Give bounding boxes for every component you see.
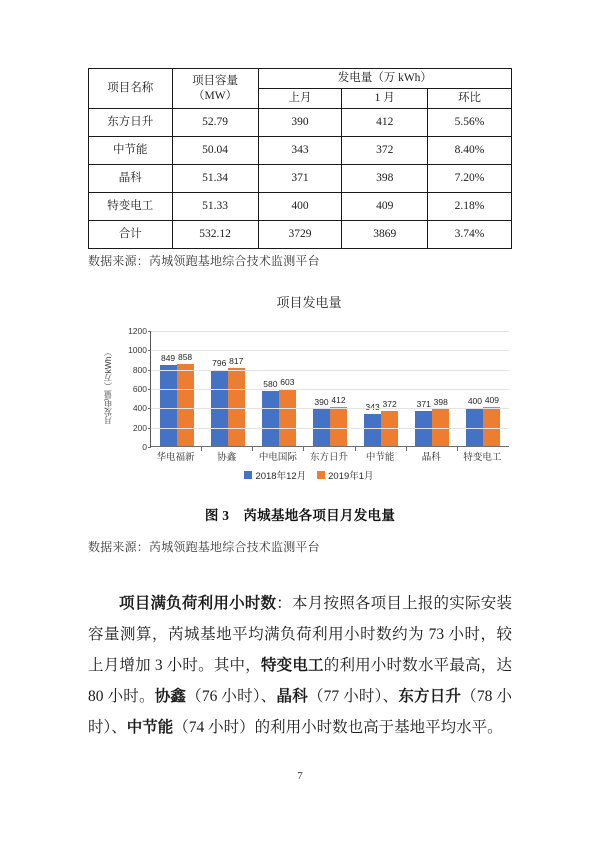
chart-bar-value-label: 409 — [484, 395, 499, 406]
chart-bar-value-label: 858 — [177, 352, 193, 363]
header-month-over-month: 环比 — [428, 89, 512, 109]
chart-y-tick-mark — [148, 389, 151, 390]
legend-label-series-1: 2018年12月 — [255, 471, 307, 482]
cell-previous-month: 371 — [258, 165, 342, 193]
table-source-note: 数据来源：芮城领跑基地综合技术监测平台 — [88, 254, 320, 268]
header-capacity-line2: （MW） — [193, 89, 238, 102]
chart-gridline — [151, 389, 509, 390]
chart-gridline — [151, 428, 509, 429]
body-text-6: （74 小时）的利用小时数也高于基地平均水平。 — [173, 718, 503, 736]
chart-bar-value-label: 796 — [212, 358, 227, 369]
legend-item-series-1 — [244, 468, 306, 482]
chart-x-tick-label: 华电福新 — [156, 452, 195, 463]
chart-y-tick-mark — [148, 428, 151, 429]
generation-table — [88, 68, 512, 249]
chart-bar — [262, 378, 279, 447]
chart-x-axis-line — [151, 446, 509, 447]
cell-total-month-over-month: 3.74% — [428, 221, 512, 249]
chart-bar-value-label: 580 — [263, 378, 278, 389]
chart-bar-value-label: 849 — [160, 352, 176, 363]
chart-y-tick-label: 400 — [132, 403, 147, 414]
cell-total-label: 合计 — [89, 221, 173, 249]
figure-caption-label: 图 3 — [204, 508, 230, 523]
cell-total-current-month: 3869 — [342, 221, 428, 249]
chart-bar — [177, 352, 194, 447]
chart-x-tick-label: 中电国际 — [258, 452, 297, 463]
body-bold-2: 特变电工 — [260, 656, 324, 674]
chart-bar-value-label: 400 — [467, 396, 482, 407]
cell-previous-month: 390 — [258, 109, 342, 137]
cell-capacity: 52.79 — [172, 109, 258, 137]
cell-capacity: 51.33 — [172, 193, 258, 221]
cell-current-month: 409 — [342, 193, 428, 221]
chart-bar-value-label: 412 — [331, 395, 346, 406]
cell-month-over-month: 8.40% — [428, 137, 512, 165]
chart-y-tick-mark — [148, 331, 151, 332]
body-text-3: （76 小时）、 — [186, 687, 277, 705]
body-bold-6: 中节能 — [126, 718, 174, 736]
header-previous-month: 上月 — [258, 89, 342, 109]
chart-gridline — [151, 408, 509, 409]
legend-swatch-icon — [244, 471, 252, 479]
body-text-5: （78 小时）、 — [88, 687, 512, 736]
cell-month-over-month: 5.56% — [428, 109, 512, 137]
cell-previous-month: 343 — [258, 137, 342, 165]
table-header-row-1 — [89, 69, 512, 89]
legend-item-series-2 — [317, 468, 373, 482]
body-text-1: ：本月按照各项目上报的实际安装容量测算，芮城基地平均满负荷利用小时数约为 73 小时，较上月增加 3 小时。其中， — [88, 594, 512, 674]
header-generation-group: 发电量（万 kWh） — [258, 69, 511, 89]
body-lead-bold: 项目满负荷利用小时数 — [119, 594, 277, 612]
chart-bar — [415, 399, 432, 447]
chart-bar-value-label: 603 — [280, 376, 295, 387]
generation-table-container — [88, 68, 512, 249]
cell-current-month: 412 — [342, 109, 428, 137]
cell-project-name: 晶科 — [89, 165, 173, 193]
chart-y-tick-mark — [148, 350, 151, 351]
table-row — [89, 137, 512, 165]
header-capacity-line1: 项目容量 — [192, 75, 239, 88]
body-bold-5: 东方日升 — [398, 687, 462, 705]
cell-capacity: 51.34 — [172, 165, 258, 193]
chart-x-tick-label: 特变电工 — [463, 452, 502, 463]
chart-bar-value-label: 390 — [314, 397, 329, 408]
cell-total-previous-month: 3729 — [258, 221, 342, 249]
legend-swatch-icon — [317, 471, 325, 479]
chart-x-tick-label: 中节能 — [365, 452, 395, 463]
chart-y-tick-label: 200 — [132, 422, 147, 433]
chart-bar-value-label: 371 — [416, 399, 431, 410]
figure-caption — [0, 504, 600, 524]
chart-y-tick-label: 1200 — [128, 326, 147, 336]
chart-bar — [364, 401, 381, 447]
table-header — [89, 69, 512, 109]
chart-bar — [381, 399, 398, 447]
table-row — [89, 109, 512, 137]
generation-bar-chart — [104, 292, 514, 492]
cell-month-over-month: 2.18% — [428, 193, 512, 221]
body-bold-4: 晶科 — [276, 687, 308, 705]
table-total-row — [89, 221, 512, 249]
body-text-2: 的利用小时数水平最高，达 80 小时。 — [88, 656, 512, 705]
chart-gridline — [151, 331, 509, 332]
chart-y-tick-label: 0 — [142, 442, 147, 452]
chart-bar-value-label: 372 — [382, 399, 397, 410]
chart-y-tick-mark — [148, 370, 151, 371]
chart-x-tick-label: 晶科 — [421, 452, 441, 463]
chart-bar — [160, 352, 177, 447]
chart-y-tick-label: 1000 — [128, 345, 147, 356]
chart-gridline — [151, 350, 509, 351]
cell-project-name: 东方日升 — [89, 109, 173, 137]
page-number: 7 — [297, 770, 303, 782]
cell-previous-month: 400 — [258, 193, 342, 221]
chart-bar-value-label: 817 — [229, 356, 244, 367]
cell-current-month: 372 — [342, 137, 428, 165]
chart-x-axis-labels — [150, 449, 508, 463]
figure-caption-text: 芮城基地各项目月发电量 — [243, 508, 396, 523]
chart-y-tick-label: 800 — [132, 364, 147, 375]
body-paragraph — [88, 588, 512, 743]
figure-source-note: 数据来源：芮城领跑基地综合技术监测平台 — [88, 540, 320, 554]
chart-bar — [279, 376, 296, 447]
legend-label-series-2: 2019年1月 — [328, 471, 374, 482]
chart-gridline — [151, 370, 509, 371]
header-project-name: 项目名称 — [89, 69, 173, 109]
body-text-4: （77 小时）、 — [307, 687, 399, 705]
table-row — [89, 193, 512, 221]
chart-y-tick-label: 600 — [132, 384, 147, 394]
chart-legend — [104, 468, 514, 482]
cell-capacity: 50.04 — [172, 137, 258, 165]
table-body — [89, 109, 512, 249]
chart-plot-area — [128, 326, 509, 452]
cell-month-over-month: 7.20% — [428, 165, 512, 193]
chart-y-tick-mark — [148, 447, 151, 448]
table-row — [89, 165, 512, 193]
cell-project-name: 特变电工 — [89, 193, 173, 221]
chart-y-axis-label: 月发电量（万kWh） — [103, 348, 113, 425]
header-current-month: 1 月 — [342, 89, 428, 109]
cell-project-name: 中节能 — [89, 137, 173, 165]
chart-bar-value-label: 343 — [365, 401, 380, 412]
body-bold-3: 协鑫 — [154, 687, 187, 705]
cell-total-capacity: 532.12 — [172, 221, 258, 249]
header-project-capacity — [172, 69, 258, 109]
chart-title: 项目发电量 — [276, 295, 342, 310]
chart-y-tick-mark — [148, 408, 151, 409]
cell-current-month: 398 — [342, 165, 428, 193]
chart-x-tick-label: 协鑫 — [217, 452, 237, 463]
chart-bar-value-label: 398 — [433, 396, 448, 407]
chart-x-tick-label: 东方日升 — [309, 452, 348, 463]
